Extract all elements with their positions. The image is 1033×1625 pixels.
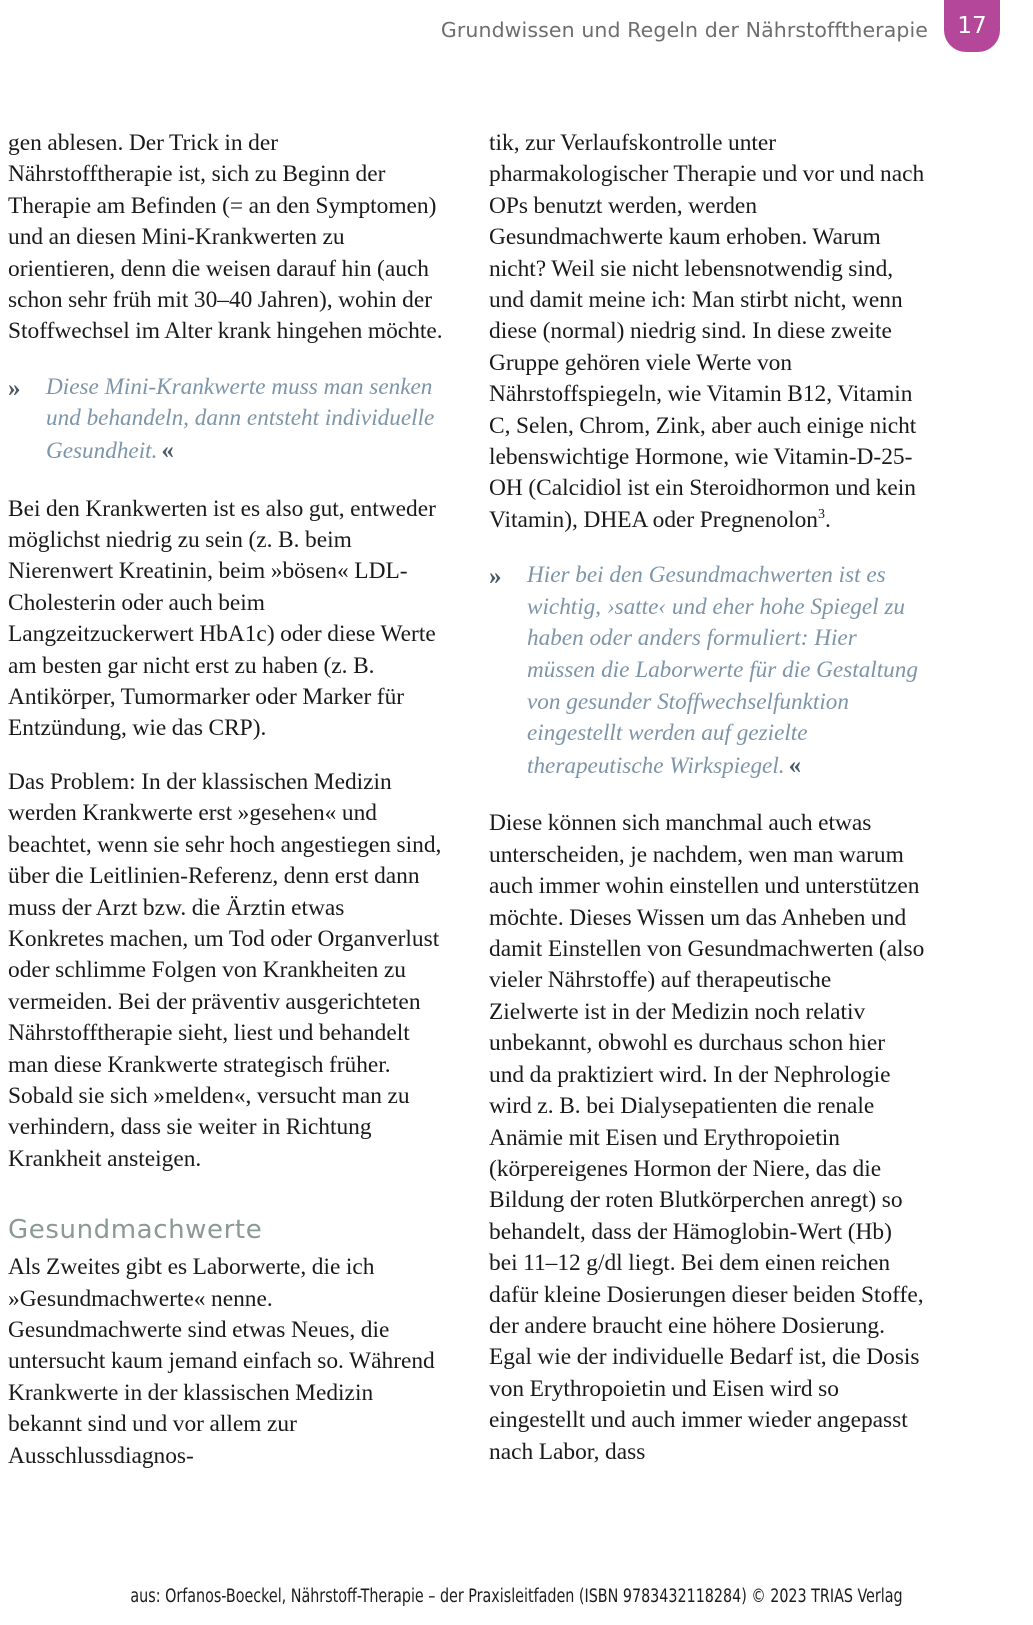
- pull-quote-text: Diese Mini-Krankwerte muss man senken und behandeln, dann entsteht individuelle Gesundheit.: [46, 373, 435, 465]
- paragraph: Als Zweites gibt es Laborwerte, die ich »Gesundmachwerte« nenne. Gesundmachwerte sind etwas Neues, die untersucht kaum jemand einfach so. Während Krankwerte in der klassischen Medizin bekannt sind und vor allem zur Ausschlussdiagnos-: [8, 1254, 435, 1469]
- page-number-badge: [944, 0, 1000, 52]
- footer-attribution: aus: Orfanos-Boeckel, Nährstoff-Therapie – der Praxisleitfaden (ISBN 9783432118284) © 2023 TRIAS Verlag: [130, 1586, 903, 1607]
- footnote-reference: 3: [818, 507, 826, 523]
- quote-open-chevron-icon: »: [489, 563, 501, 591]
- pull-quote-text: Hier bei den Gesundmachwerten ist es wichtig, ›satte‹ und eher hohe Spiegel zu haben oder anders formuliert: Hier müssen die Laborwerte für die Gestaltung von gesunder Stoffwechselfunktion eingestellt werden auf gezielte therapeutische Wirkspiegel.: [527, 562, 918, 779]
- page-number-label: 17: [957, 13, 987, 39]
- pull-quote-right: [489, 560, 925, 782]
- paragraph: Das Problem: In der klassischen Medizin werden Krankwerte erst »gesehen« und beachtet, wenn sie sehr hoch angestiegen sind, über die Leitlinien-Referenz, denn erst dann muss der Arzt bzw. die Ärztin etwas Konkretes machen, um Tod oder Organverlust oder schlimme Folgen von Krankheiten zu vermeiden. Bei der präventiv ausgerichteten Nährstofftherapie sieht, liest und behandelt man diese Krankwerte strategisch früher. Sobald sie sich »melden«, versucht man zu verhindern, dass sie weiter in Richtung Krankheit ansteigen.: [8, 768, 442, 1172]
- paragraph: Bei den Krankwerten ist es also gut, entweder möglichst niedrig zu sein (z. B. beim Nierenwert Kreatinin, beim »bösen« LDL-Cholesterin oder auch beim Langzeitzuckerwert HbA1c) oder diese Werte am besten gar nicht erst zu haben (z. B. Antikörper, Tumormarker oder Marker für Entzündung, wie das CRP).: [8, 495, 436, 742]
- section-heading-gesundmachwerte: Gesundmachwerte: [8, 1215, 263, 1246]
- running-header-title: Grundwissen und Regeln der Nährstofftherapie: [440, 18, 928, 42]
- quote-close-chevron-icon: «: [161, 437, 173, 465]
- paragraph: Diese können sich manchmal auch etwas unterscheiden, je nachdem, wen man warum auch immer wohin einstellen und unterstützen möchte. Dieses Wissen um das Anheben und damit Einstellen von Gesundmachwerten (also vieler Nährstoffe) auf therapeutische Zielwerte ist in der Medizin noch relativ unbekannt, obwohl es durchaus schon hier und da praktiziert wird. In der Nephrologie wird z. B. bei Dialysepatienten die renale Anämie mit Eisen und Erythropoietin (körpereigenes Hormon der Niere, das die Bildung der roten Blutkörperchen anregt) so behandelt, dass der Hämoglobin-Wert (Hb) bei 11–12 g/dl liegt. Bei dem einen reichen dafür kleine Dosierungen dieser beiden Stoffe, der andere braucht eine höhere Dosierung. Egal wie der individuelle Bedarf ist, die Dosis von Erythropoietin und Eisen wird so eingestellt und auch immer wieder angepasst nach Labor, dass: [489, 810, 925, 1465]
- article-columns: [8, 128, 1025, 1472]
- page-header: [0, 0, 1033, 62]
- left-column: [8, 128, 444, 1472]
- paragraph: tik, zur Verlaufskontrolle unter pharmakologischer Therapie und vor und nach OPs benutzt werden, werden Gesundmachwerte kaum erhoben. Warum nicht? Weil sie nicht lebensnotwendig sind, und damit meine ich: Man stirbt nicht, wenn diese (normal) niedrig sind. In diese zweite Gruppe gehören viele Werte von Nährstoffspiegeln, wie Vitamin B12, Vitamin C, Selen, Chrom, Zink, aber auch einige nicht lebenswichtige Hormone, wie Vitamin-D-25-OH (Calcidiol ist ein Steroidhormon und kein Vitamin), DHEA oder Pregnenolon$^3$.: [489, 130, 925, 533]
- quote-open-chevron-icon: »: [8, 374, 20, 402]
- paragraph-text: tik, zur Verlaufskontrolle unter pharmakologischer Therapie und vor und nach OPs benutzt werden, werden Gesundmachwerte kaum erhoben. Warum nicht? Weil sie nicht lebensnotwendig sind, und damit meine ich: Man stirbt nicht, wenn diese (normal) niedrig sind. In diese zweite Gruppe gehören viele Werte von Nährstoffspiegeln, wie Vitamin B12, Vitamin C, Selen, Chrom, Zink, aber auch einige nicht lebenswichtige Hormone, wie Vitamin-D-25-OH (Calcidiol ist ein Steroidhormon und kein Vitamin), DHEA oder Pregnenolon: [489, 130, 925, 533]
- quote-close-chevron-icon: «: [788, 751, 801, 779]
- right-column: [489, 128, 925, 1472]
- paragraph: gen ablesen. Der Trick in der Nährstofftherapie ist, sich zu Beginn der Therapie am Befinden (= an den Symptomen) und an diesen Mini-Krankwerten zu orientieren, denn die weisen darauf hin (auch schon sehr früh mit 30–40 Jahren), wohin der Stoffwechsel im Alter krank hingehen möchte.: [8, 130, 443, 345]
- pull-quote-left: [8, 372, 444, 468]
